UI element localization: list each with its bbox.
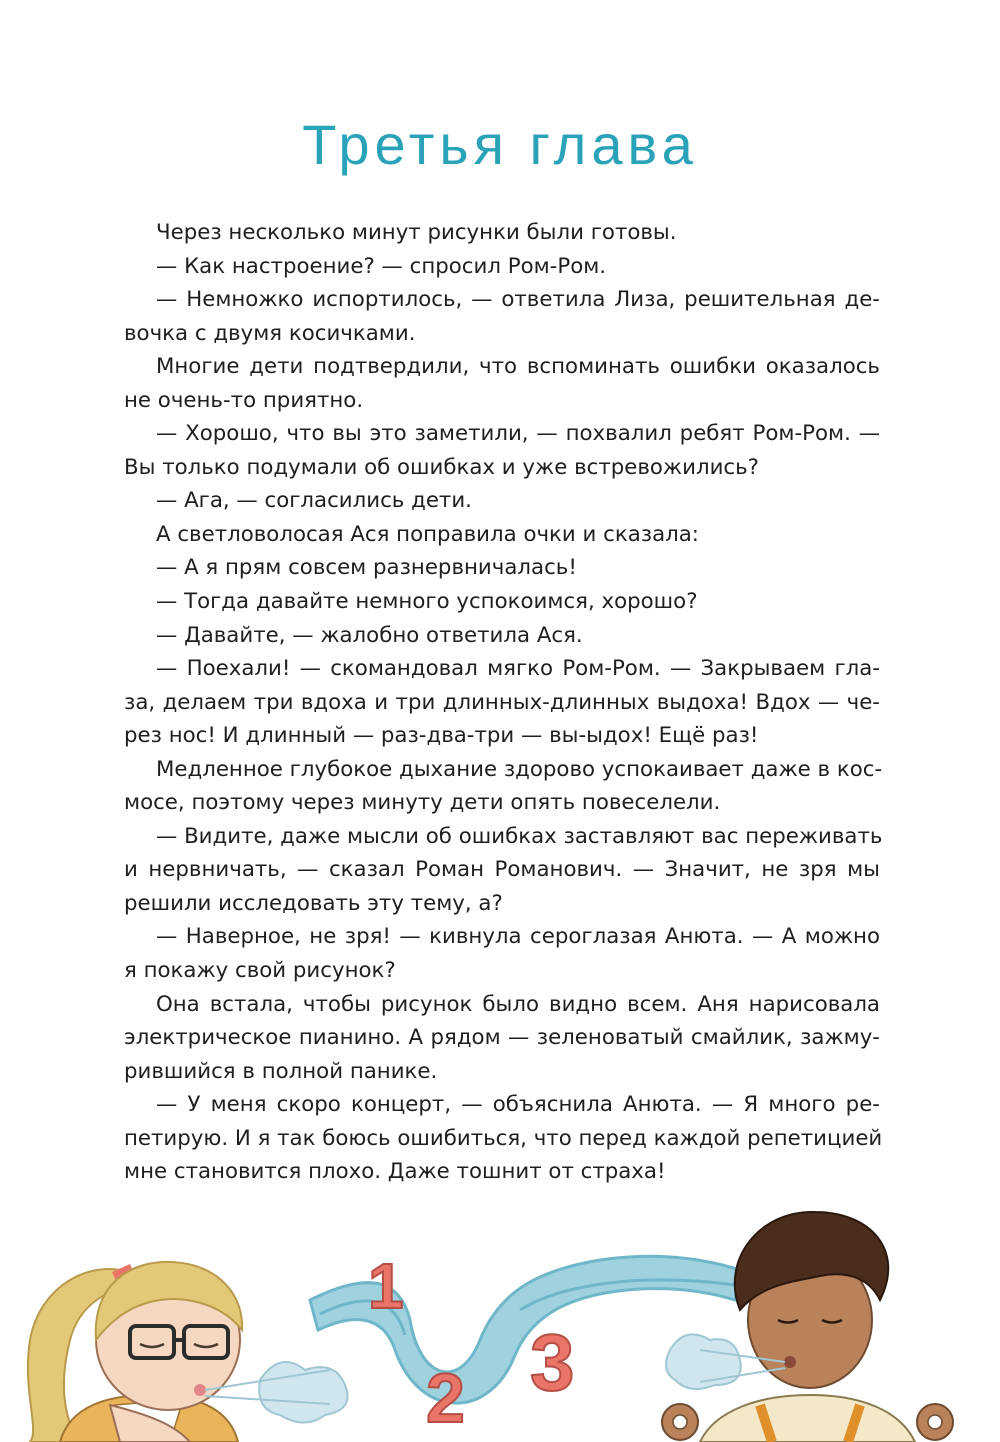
- text-line: — Тогда давайте немного успокоимся, хорошо?: [156, 589, 698, 615]
- boy-figure: [662, 1212, 953, 1442]
- text-line: рившийся в полной панике.: [124, 1058, 438, 1084]
- text-line: — Ага, — согласились дети.: [156, 488, 472, 514]
- paragraph: [124, 753, 883, 820]
- text-line: вочка с двумя косичками.: [124, 320, 416, 346]
- text-line: Многие дети подтвердили, что вспоминать ошибки оказалось: [156, 354, 880, 380]
- text-line: Вы только подумали об ошибках и уже встревожились?: [124, 454, 759, 480]
- text-line: за, делаем три вдоха и три длинных-длинных выдоха! Вдох — че-: [124, 689, 880, 715]
- text-line: Через несколько минут рисунки были готовы.: [156, 220, 677, 245]
- boy-lips: [784, 1356, 796, 1368]
- text-line: — Хорошо, что вы это заметили, — похвалил ребят Ром-Ром. —: [156, 421, 880, 447]
- text-line: — Немножко испортилось, — ответила Лиза, решительная де-: [156, 287, 880, 313]
- text-line: электрическое пианино. А рядом — зеленоватый смайлик, зажму-: [124, 1025, 880, 1051]
- text-line: — Наверное, не зря! — кивнула сероглазая Анюта. — А можно: [156, 924, 880, 950]
- text-line: петирую. И я так боюсь ошибиться, что перед каждой репетицией: [124, 1125, 883, 1151]
- text-line: я покажу свой рисунок?: [124, 958, 396, 984]
- text-line: — У меня скоро концерт, — объяснила Анюта. — Я много ре-: [156, 1092, 880, 1118]
- text-line: мосе, поэтому через минуту дети опять повеселели.: [124, 790, 721, 816]
- text-line: решили исследовать эту тему, а?: [124, 890, 503, 916]
- text-line: Она встала, чтобы рисунок было видно всем. Аня нарисовала: [156, 991, 880, 1017]
- text-line: не очень-то приятно.: [124, 387, 364, 413]
- number-three: 3: [530, 1318, 575, 1407]
- paragraph: [124, 652, 880, 753]
- paragraph: [124, 920, 880, 987]
- text-line: и нервничать, — сказал Роман Романович. — Значит, не зря мы: [124, 857, 880, 883]
- text-line: Медленное глубокое дыхание здорово успокаивает даже в кос-: [156, 756, 883, 782]
- paragraph: [124, 484, 880, 518]
- text-line: — Видите, даже мысли об ошибках заставляют вас переживать: [156, 823, 883, 849]
- number-one: 1: [368, 1250, 404, 1322]
- paragraph: [124, 551, 880, 585]
- paragraph: [124, 619, 880, 653]
- text-line: — А я прям совсем разнервничалась!: [156, 555, 577, 581]
- boy-body: [700, 1395, 915, 1442]
- text-line: — Давайте, — жалобно ответила Ася.: [156, 622, 583, 648]
- text-line: рез нос! И длинный — раз-два-три — вы-ыдох! Ещё раз!: [124, 723, 759, 749]
- paragraph: [124, 250, 880, 284]
- paragraph: [124, 820, 883, 921]
- text-line: А светловолосая Ася поправила очки и сказала:: [156, 521, 699, 547]
- paragraph: [124, 585, 880, 619]
- girl-lips: [194, 1384, 206, 1396]
- paragraph: [124, 1088, 883, 1189]
- paragraph: [124, 988, 880, 1089]
- paragraph: [124, 417, 880, 484]
- text-line: мне становится плохо. Даже тошнит от страха!: [124, 1159, 666, 1185]
- chapter-title: Третья глава: [302, 113, 698, 176]
- paragraph: [124, 283, 880, 350]
- paragraph: [124, 350, 880, 417]
- illustration-breathing-kids: [0, 1190, 1000, 1442]
- text-line: — Поехали! — скомандовал мягко Ром-Ром. — Закрываем гла-: [156, 656, 880, 682]
- girl-figure: [28, 1262, 348, 1442]
- chapter-body: [124, 216, 883, 1189]
- paragraph: [124, 216, 880, 250]
- text-line: — Как настроение? — спросил Ром-Ром.: [156, 253, 607, 279]
- paragraph: [124, 518, 880, 552]
- number-two: 2: [426, 1359, 465, 1437]
